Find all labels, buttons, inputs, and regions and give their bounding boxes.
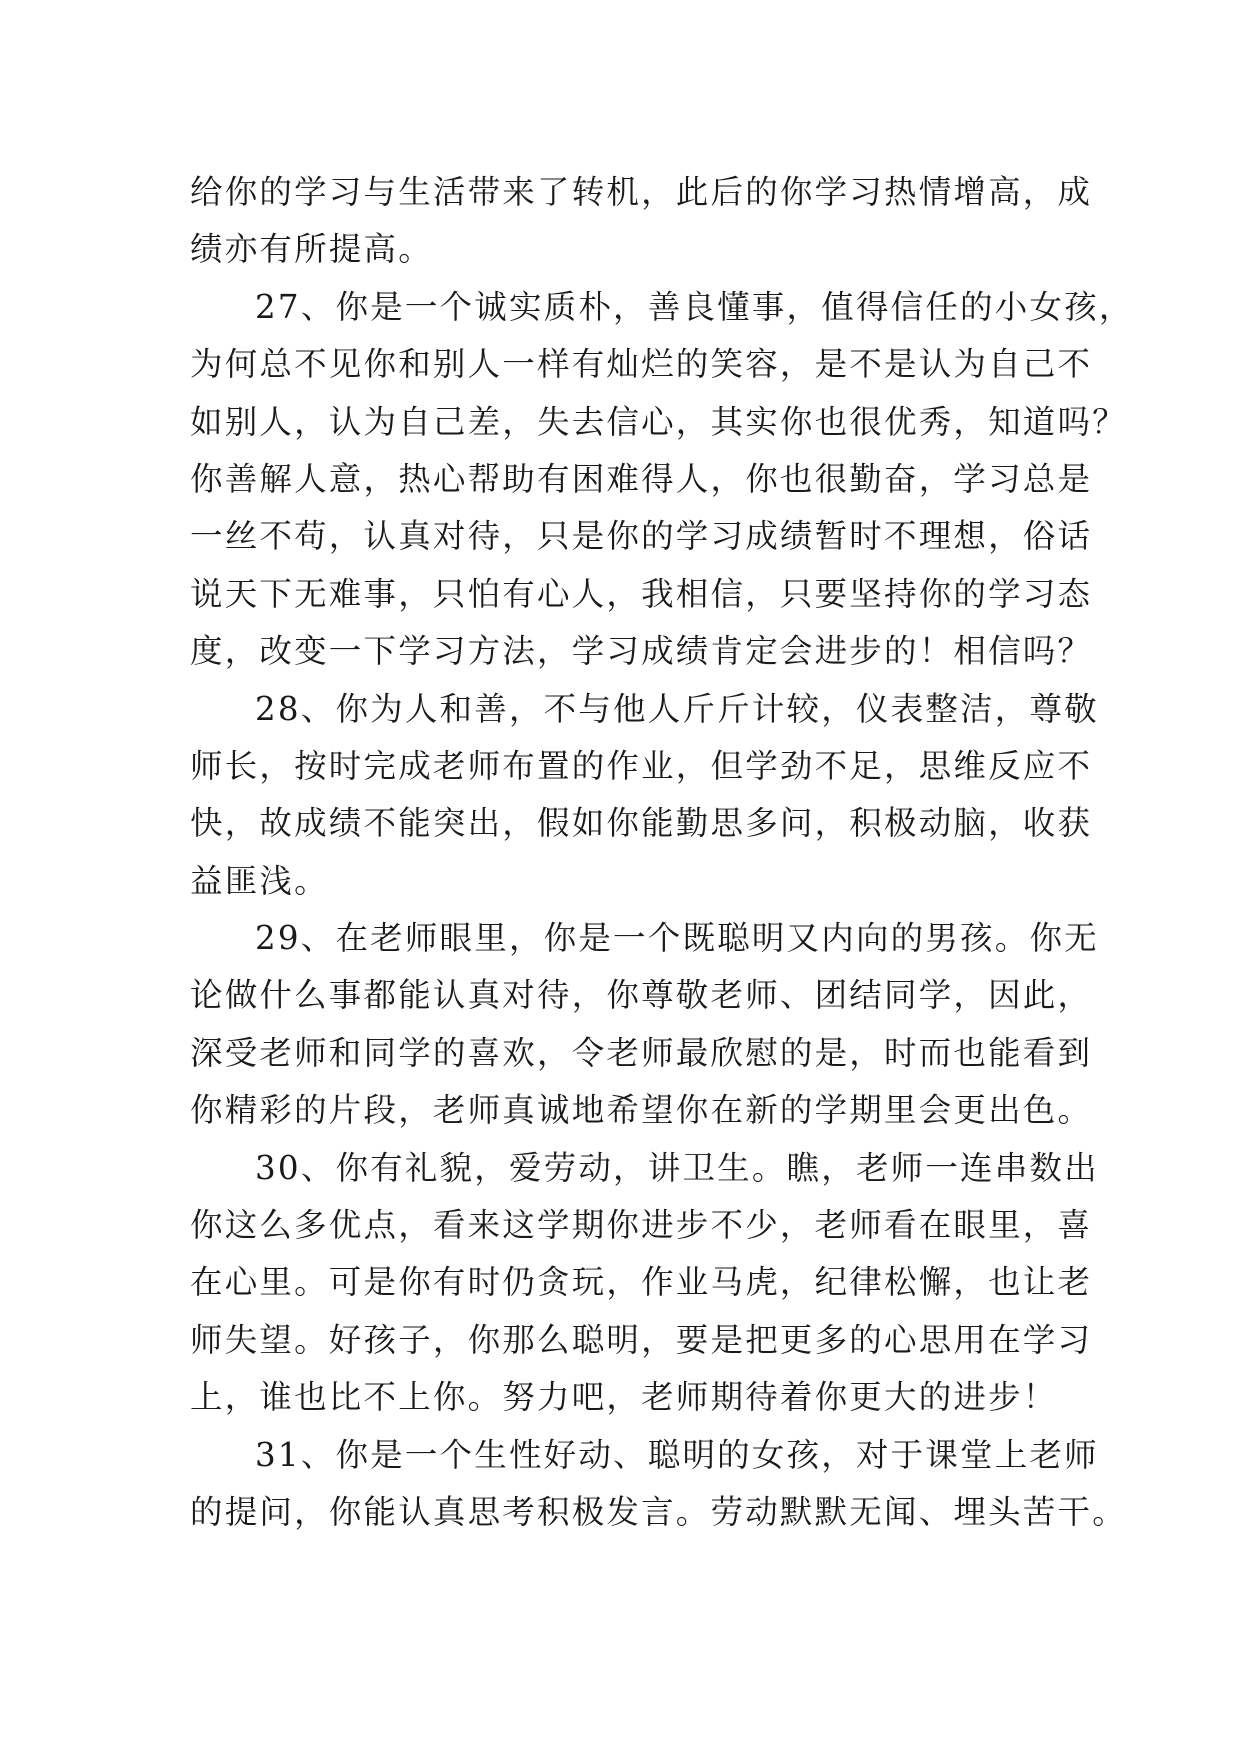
text-line: 说天下无难事，只怕有心人，我相信，只要坚持你的学习态 — [190, 574, 1093, 613]
text-line: 给你的学习与生活带来了转机，此后的你学习热情增高，成 — [190, 173, 1093, 211]
text-line: 你精彩的片段，老师真诚地希望你在新的学期里会更出色。 — [190, 1091, 1093, 1130]
text-line: 深受老师和同学的喜欢，令老师最欣慰的是，时而也能看到 — [190, 1033, 1093, 1072]
text-line: 论做什么事都能认真对待，你尊敬老师、团结同学，因此， — [190, 976, 1093, 1015]
document-body — [190, 164, 1134, 1541]
paragraph-27 — [190, 279, 1134, 681]
text-line: 如别人，认为自己差，失去信心，其实你也很优秀，知道吗？ — [190, 402, 1127, 441]
text-line: 度，改变一下学习方法，学习成绩肯定会进步的！相信吗？ — [190, 632, 1093, 671]
text-line: 一丝不苟，认真对待，只是你的学习成绩暂时不理想，俗话 — [190, 517, 1093, 556]
paragraph-29 — [190, 910, 1099, 1140]
text-line: 27、你是一个诚实质朴，善良懂事，值得信任的小女孩， — [255, 287, 1134, 326]
text-line: 快，故成绩不能突出，假如你能勤思多问，积极动脑，收获 — [190, 804, 1093, 843]
paragraph-30 — [190, 1140, 1099, 1427]
text-line: 在心里。可是你有时仍贪玩，作业马虎，纪律松懈，也让老 — [190, 1263, 1093, 1302]
paragraph-31 — [190, 1427, 1127, 1542]
text-line: 师长，按时完成老师布置的作业，但学劲不足，思维反应不 — [190, 746, 1093, 785]
text-line: 为何总不见你和别人一样有灿烂的笑容，是不是认为自己不 — [190, 345, 1093, 384]
paragraph-26-continued — [190, 164, 1093, 279]
text-line: 你善解人意，热心帮助有困难得人，你也很勤奋，学习总是 — [190, 459, 1093, 498]
text-line: 上，谁也比不上你。努力吧，老师期待着你更大的进步！ — [190, 1378, 1058, 1417]
paragraph-28 — [190, 681, 1099, 911]
text-line: 师失望。好孩子，你那么聪明，要是把更多的心思用在学习 — [190, 1320, 1093, 1359]
text-line: 28、你为人和善，不与他人斤斤计较，仪表整洁，尊敬 — [255, 689, 1099, 728]
text-line: 30、你有礼貌，爱劳动，讲卫生。瞧，老师一连串数出 — [255, 1148, 1099, 1187]
text-line: 31、你是一个生性好动、聪明的女孩，对于课堂上老师 — [255, 1435, 1099, 1474]
text-line: 29、在老师眼里，你是一个既聪明又内向的男孩。你无 — [255, 919, 1099, 958]
text-line: 的提问，你能认真思考积极发言。劳动默默无闻、埋头苦干。 — [190, 1492, 1127, 1531]
text-line: 绩亦有所提高。 — [190, 230, 433, 269]
text-line: 益匪浅。 — [190, 861, 329, 900]
text-line: 你这么多优点，看来这学期你进步不少，老师看在眼里，喜 — [190, 1206, 1093, 1245]
